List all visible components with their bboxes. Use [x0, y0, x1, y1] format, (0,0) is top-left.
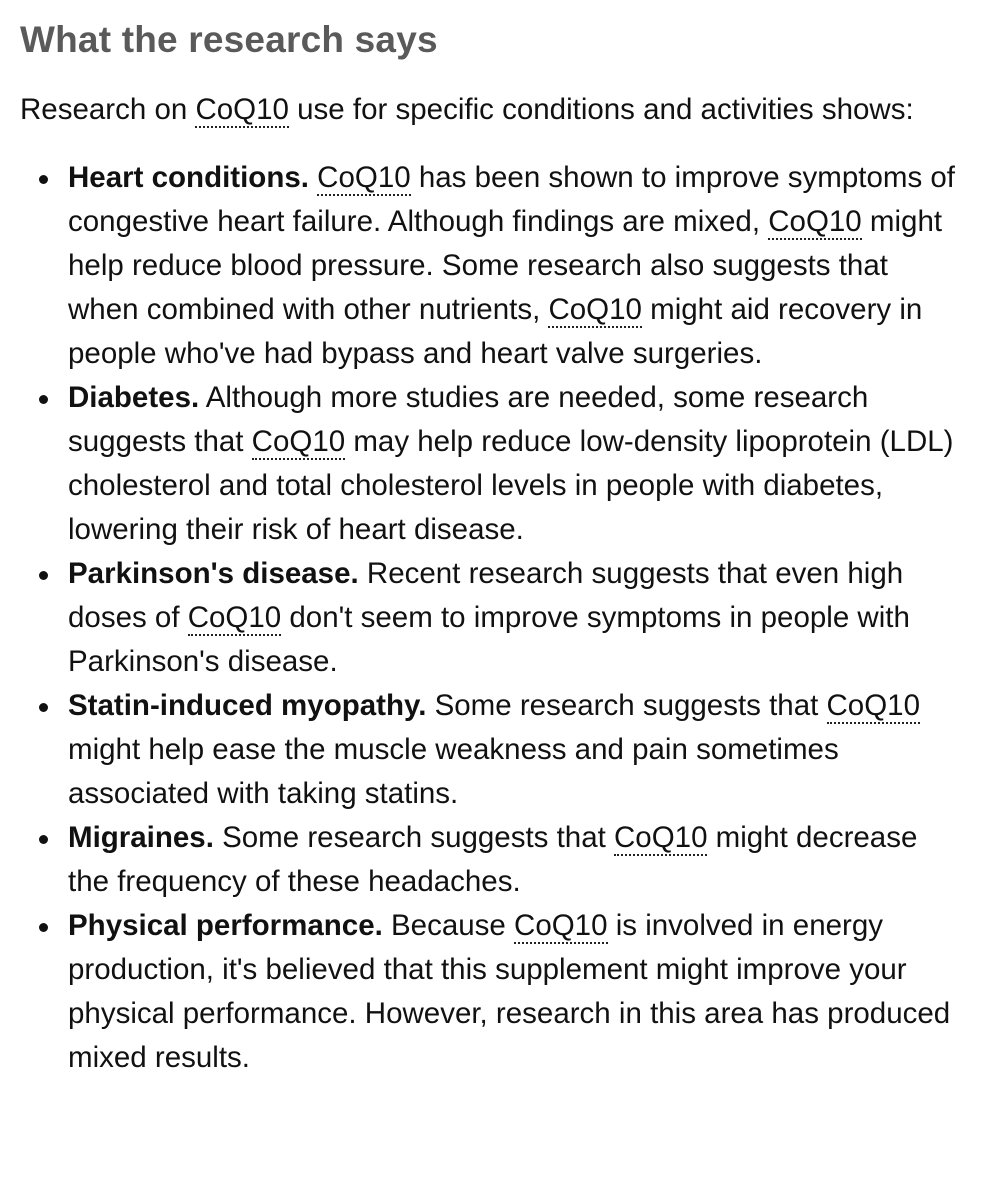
bullet-icon: [39, 703, 48, 712]
coq10-abbreviation[interactable]: CoQ10: [195, 93, 289, 126]
finding-text: might help ease the muscle weakness and pain sometimes associated with taking statins.: [68, 733, 839, 810]
finding-title: Heart conditions.: [68, 161, 309, 194]
intro-paragraph: [20, 88, 920, 132]
bullet-icon: [39, 571, 48, 580]
finding-text: might aid recovery in people who've had bypass and heart valve surgeries.: [68, 293, 923, 370]
finding-text: may help reduce low-density lipoprotein (LDL) cholesterol and total cholesterol levels in people with diabetes, lowering their risk of heart disease.: [68, 425, 954, 546]
finding-item-heart-conditions: [68, 156, 964, 376]
finding-text: Some research suggests that: [426, 689, 827, 722]
finding-text: might help reduce blood pressure. Some research also suggests that when combined with other nutrients,: [68, 205, 943, 326]
finding-title: Migraines.: [68, 821, 214, 854]
finding-title: Statin-induced myopathy.: [68, 689, 427, 722]
coq10-abbreviation[interactable]: CoQ10: [768, 205, 862, 238]
bullet-icon: [39, 395, 48, 404]
finding-item-parkinsons: [68, 552, 964, 684]
finding-text: [309, 161, 317, 194]
intro-text-before: Research on: [20, 93, 196, 126]
coq10-abbreviation[interactable]: CoQ10: [548, 293, 642, 326]
coq10-abbreviation[interactable]: CoQ10: [187, 601, 282, 634]
bullet-icon: [39, 923, 48, 932]
finding-text: is involved in energy production, it's believed that this supplement might improve your physical performance. However, research in this area has produced mixed results.: [68, 909, 951, 1074]
finding-text: don't seem to improve symptoms in people with Parkinson's disease.: [68, 601, 910, 678]
finding-title: Parkinson's disease.: [68, 557, 359, 590]
finding-text: Recent research suggests that even high doses of: [68, 557, 904, 634]
finding-item-migraines: [68, 816, 964, 904]
finding-item-physical-performance: [68, 904, 964, 1080]
finding-text: Although more studies are needed, some research suggests that: [68, 381, 869, 458]
bullet-icon: [39, 835, 48, 844]
coq10-abbreviation[interactable]: CoQ10: [251, 425, 346, 458]
bullet-icon: [39, 175, 48, 184]
coq10-abbreviation[interactable]: CoQ10: [826, 689, 920, 722]
finding-text: has been shown to improve symptoms of congestive heart failure. Although findings are mixed,: [68, 161, 956, 238]
coq10-abbreviation[interactable]: CoQ10: [317, 161, 411, 194]
finding-text: Because: [382, 909, 515, 942]
finding-text: might decrease the frequency of these headaches.: [68, 821, 918, 898]
finding-item-statin-myopathy: [68, 684, 964, 816]
intro-text-after: use for specific conditions and activities shows:: [288, 93, 914, 126]
findings-list: [20, 156, 964, 1080]
coq10-abbreviation[interactable]: CoQ10: [514, 909, 608, 942]
finding-title: Physical performance.: [68, 909, 383, 942]
section-title: What the research says: [20, 19, 438, 60]
coq10-abbreviation[interactable]: CoQ10: [614, 821, 708, 854]
finding-item-diabetes: [68, 376, 964, 552]
finding-text: Some research suggests that: [213, 821, 614, 854]
finding-title: Diabetes.: [68, 381, 200, 414]
